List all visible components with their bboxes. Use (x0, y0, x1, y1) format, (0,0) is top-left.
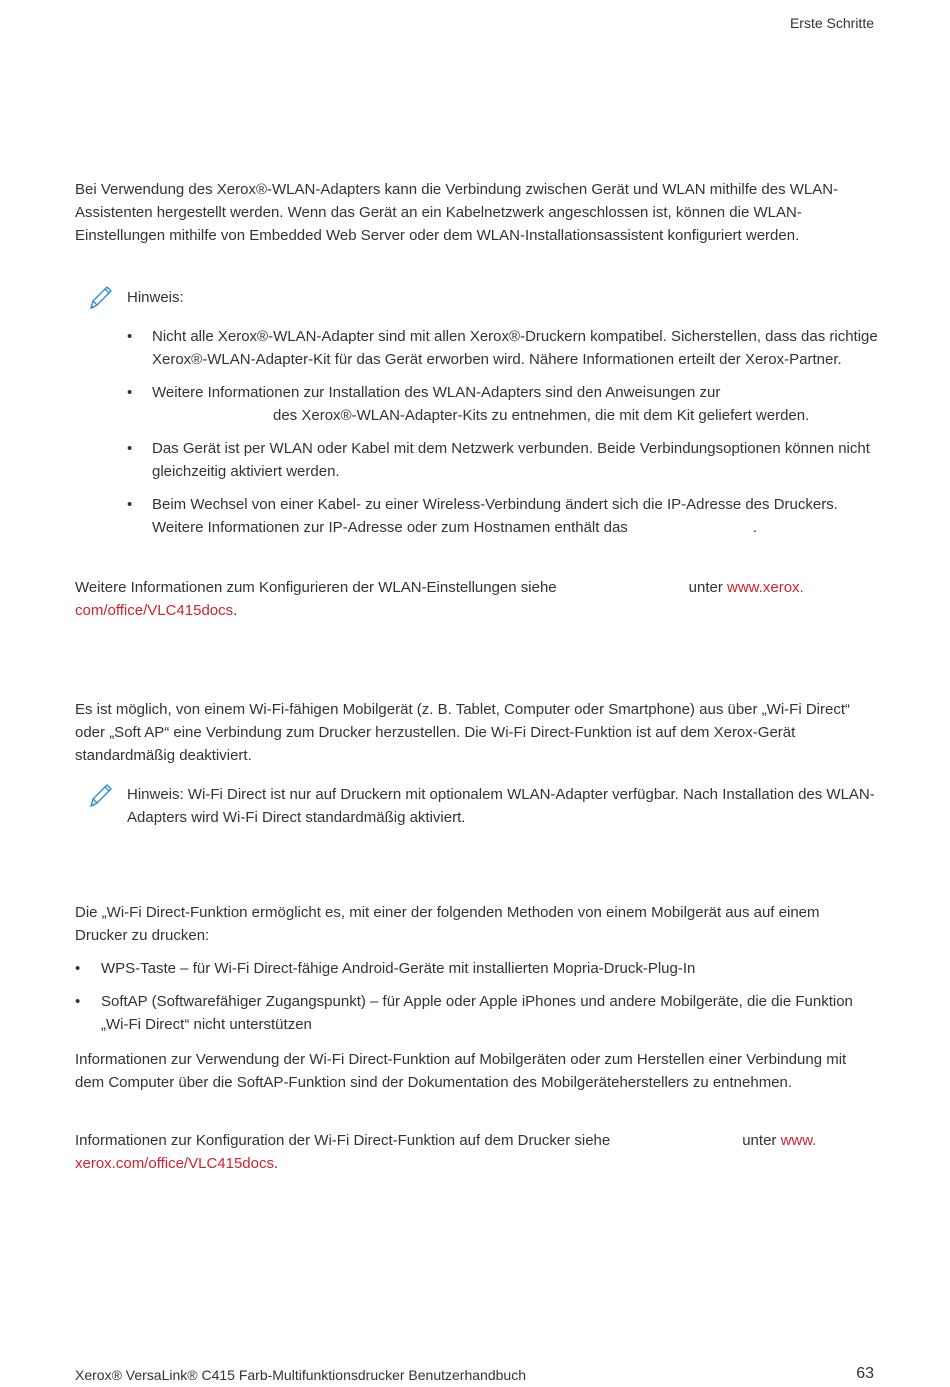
bullet-icon: • (127, 328, 133, 345)
list-item-text: . (752, 519, 757, 536)
list-item (127, 437, 887, 483)
docs-link[interactable]: xerox.com/office/VLC415docs (75, 1155, 274, 1172)
docs-link[interactable]: com/office/VLC415docs (75, 602, 234, 619)
printing-method-list (75, 957, 865, 1046)
footer-title: Xerox® VersaLink® C415 Farb-Multifunktionsdrucker Benutzerhandbuch (75, 1367, 526, 1383)
more-info-unter: unter (688, 579, 723, 596)
list-item (127, 493, 887, 539)
list-item-text: Weitere Informationen zur IP-Adresse oder zum Hostnamen enthält das (152, 519, 628, 536)
printing-config (75, 1129, 875, 1175)
bullet-icon: • (75, 993, 81, 1010)
docs-link[interactable]: www.xerox. (727, 579, 804, 596)
note-label: Hinweis: (127, 289, 184, 306)
list-item-text: Weitere Informationen zur Installation des WLAN-Adapters sind den Anweisungen zur (152, 384, 721, 401)
printing-intro: Die „Wi-Fi Direct-Funktion ermöglicht es, mit einer der folgenden Methoden von einem Mobilgerät aus auf einem Drucker zu drucken: (75, 904, 820, 944)
list-item-text: Beim Wechsel von einer Kabel- zu einer Wireless-Verbindung ändert sich die IP-Adresse des Druckers. (152, 496, 838, 513)
docs-link[interactable]: www. (780, 1132, 817, 1149)
pencil-note-icon (87, 781, 115, 809)
bullet-icon: • (127, 440, 133, 457)
list-item-text: SoftAP (Softwarefähiger Zugangspunkt) – für Apple oder Apple iPhones und andere Mobilgeräte, die die Funktion „Wi-Fi Direct“ nicht unterstützen (101, 993, 853, 1033)
bullet-icon: • (75, 960, 81, 977)
running-header: Erste Schritte (789, 15, 874, 31)
punctuation: . (274, 1155, 279, 1172)
bullet-icon: • (127, 384, 133, 401)
printing-info: Informationen zur Verwendung der Wi-Fi Direct-Funktion auf Mobilgeräten oder zum Herstellen einer Verbindung mit dem Computer über die SoftAP-Funktion sind der Dokumentation des Mobilgeräteherstellers zu entnehmen. (75, 1051, 847, 1091)
wifi-direct-intro: Es ist möglich, von einem Wi-Fi-fähigen Mobilgerät (z. B. Tablet, Computer oder Smartphone) aus über „Wi-Fi Direct“ oder „Soft AP“ eine Verbindung zum Drucker herzustellen. Die Wi-Fi Direct-Funktion ist auf dem Xerox-Gerät standardmäßig deaktiviert. (75, 701, 850, 764)
config-text: Informationen zur Konfiguration der Wi-Fi Direct-Funktion auf dem Drucker siehe (75, 1132, 611, 1149)
wlan-more-info (75, 576, 875, 622)
list-item-text: Nicht alle Xerox®-WLAN-Adapter sind mit allen Xerox®-Druckern kompatibel. Sicherstellen, dass das richtige Xerox®-WLAN-Adapter-Kit für das Gerät erworben wird. Nähere Informationen erteilt der Xerox-Partner. (152, 328, 878, 368)
list-item-text: des Xerox®-WLAN-Adapter-Kits zu entnehmen, die mit dem Kit geliefert werden. (273, 407, 810, 424)
list-item (127, 325, 887, 371)
bullet-icon: • (127, 496, 133, 513)
wlan-intro: Bei Verwendung des Xerox®-WLAN-Adapters kann die Verbindung zwischen Gerät und WLAN mithilfe des WLAN-Assistenten hergestellt werden. Wenn das Gerät an ein Kabelnetzwerk angeschlossen ist, können die WLAN-Einstellungen mithilfe von Embedded Web Server oder dem WLAN-Installationsassistent konfiguriert werden. (75, 181, 839, 244)
page-number: 63 (856, 1365, 874, 1382)
list-item-text: Das Gerät ist per WLAN oder Kabel mit dem Netzwerk verbunden. Beide Verbindungsoptionen können nicht gleichzeitig aktiviert werden. (152, 440, 870, 480)
more-info-text: Weitere Informationen zum Konfigurieren der WLAN-Einstellungen siehe (75, 579, 557, 596)
list-item (75, 957, 865, 980)
pencil-note-icon (87, 283, 115, 311)
wlan-note-list (127, 325, 887, 549)
list-item (75, 990, 865, 1036)
punctuation: . (233, 602, 238, 619)
list-item (127, 381, 887, 427)
wifi-direct-note: Hinweis: Wi-Fi Direct ist nur auf Druckern mit optionalem WLAN-Adapter verfügbar. Nach Installation des WLAN-Adapters wird Wi-Fi Direct standardmäßig aktiviert. (127, 786, 875, 826)
list-item-text: WPS-Taste – für Wi-Fi Direct-fähige Android-Geräte mit installierten Mopria-Druck-Plug-In (101, 960, 696, 977)
config-unter: unter (742, 1132, 777, 1149)
